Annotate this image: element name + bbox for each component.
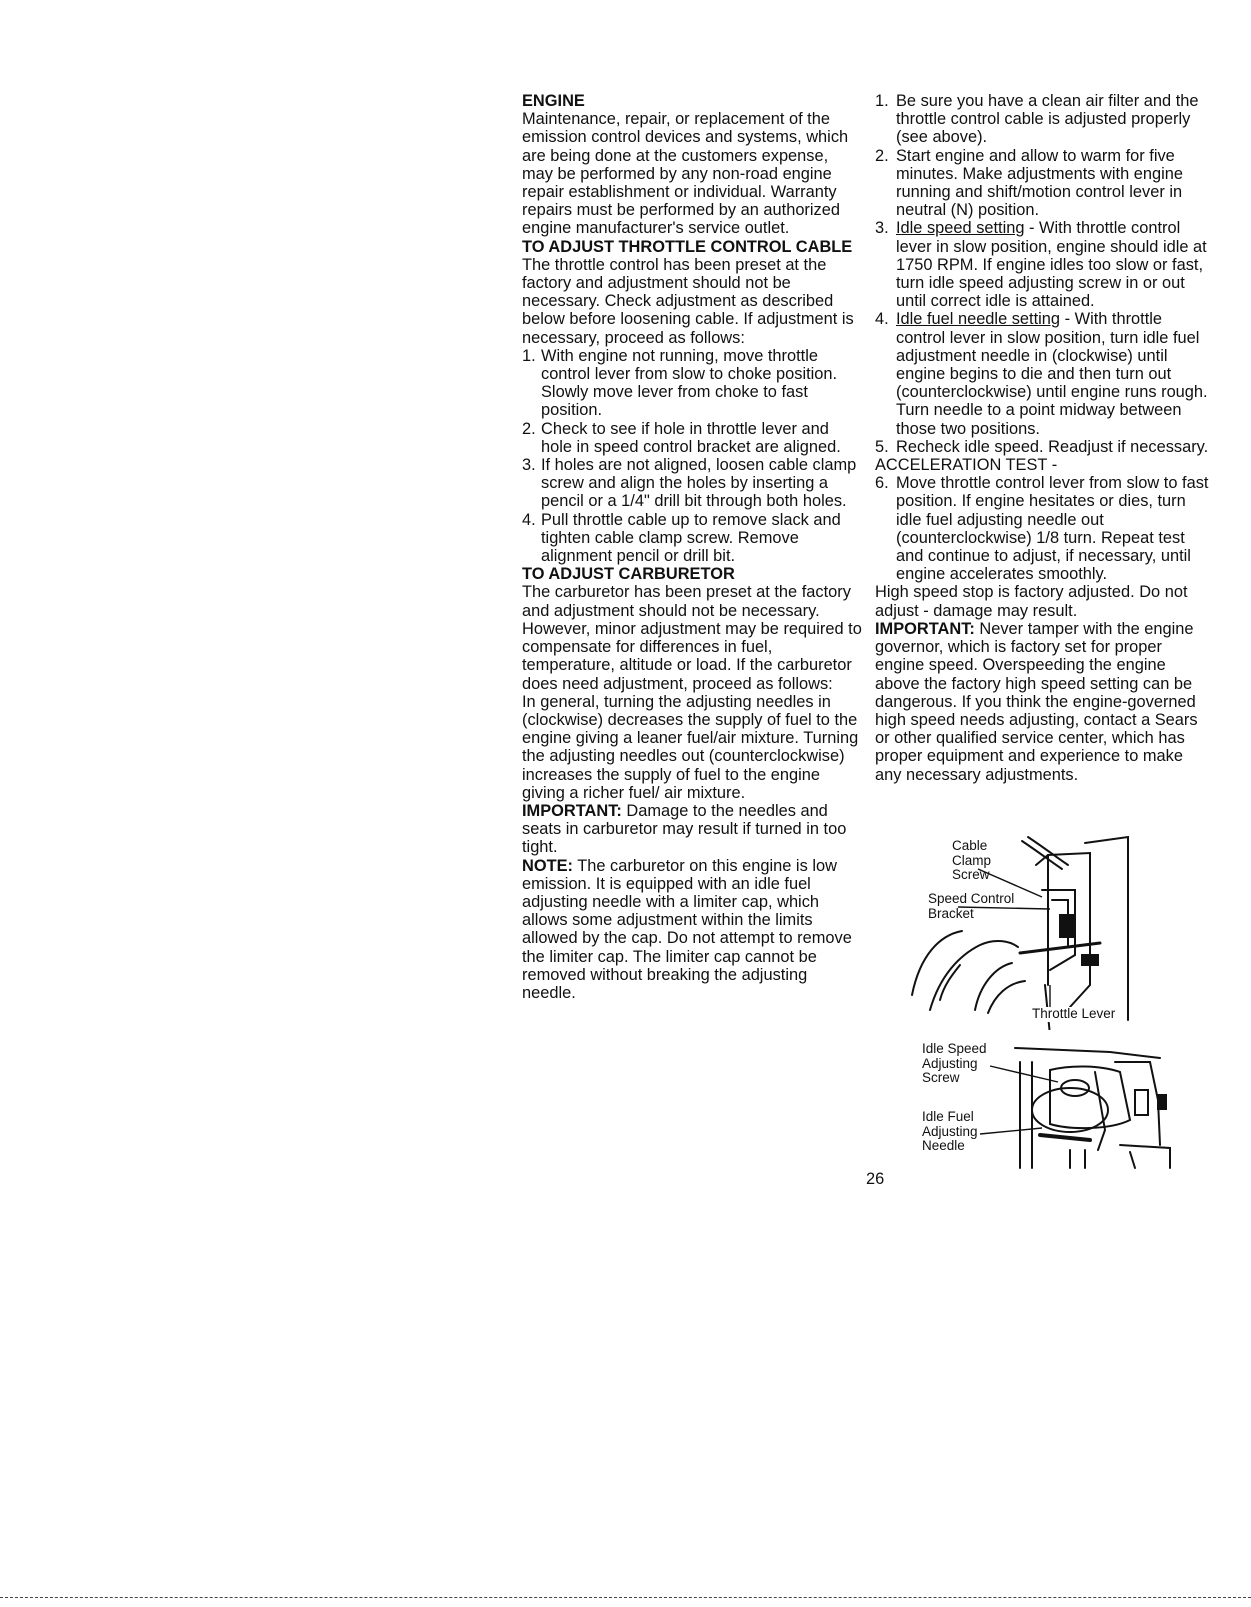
step-number: 4. bbox=[875, 310, 889, 329]
throttle-cable-figure bbox=[900, 835, 1150, 1030]
label-line: Bracket bbox=[928, 905, 974, 921]
step-text: If holes are not aligned, loosen cable clamp screw and align the holes by inserting a pencil or a 1/4" drill bit through both holes. bbox=[541, 456, 857, 511]
carburetor-heading: TO ADJUST CARBURETOR bbox=[522, 565, 735, 584]
step-text: Recheck idle speed. Readjust if necessary. bbox=[896, 437, 1209, 456]
speed-control-bracket-label bbox=[928, 892, 1014, 921]
idle-fuel-needle-label bbox=[922, 1110, 978, 1154]
important-label: IMPORTANT: bbox=[875, 619, 975, 638]
carburetor-general: In general, turning the adjusting needles in (clockwise) decreases the supply of fuel to the engine giving a leaner fuel/air mixture. Turning the adjusting needles out (counterclockwise) increases the supply of fuel to the engine giving a richer fuel/ air mixture. bbox=[522, 692, 859, 802]
list-item bbox=[522, 347, 862, 420]
step-number: 4. bbox=[522, 510, 536, 529]
acceleration-steps bbox=[875, 474, 1210, 583]
step-text: Move throttle control lever from slow to fast position. If engine hesitates or dies, turn idle fuel adjusting needle out (counterclockwise) 1/8 turn. Repeat test and continue to adjust, if necessary, until engine accelerates smoothly. bbox=[896, 474, 1209, 584]
step-body: - With throttle control lever in slow position, turn idle fuel adjustment needle in (clockwise) until engine begins to die and then turn out (counterclockwise) until engine runs rough. Turn needle to a point midway between those two positions. bbox=[896, 310, 1208, 438]
list-item bbox=[522, 456, 862, 511]
list-item bbox=[875, 474, 1210, 583]
important-text: Damage to the needles and seats in carburetor may result if turned in too tight. bbox=[522, 801, 847, 857]
label-line: Screw bbox=[952, 867, 990, 882]
list-item bbox=[875, 310, 1210, 437]
throttle-intro: The throttle control has been preset at the factory and adjustment should not be necessary. Check adjustment as described below before loosening cable. If adjustment is necessary, proceed as follows: bbox=[522, 255, 854, 347]
step-number: 1. bbox=[522, 346, 536, 365]
step-body: - With throttle control lever in slow position, engine should idle at 1750 RPM. If engine idles too slow or fast, turn idle speed adjusting screw in or out until correct idle is attained. bbox=[896, 219, 1207, 311]
label-line: Clamp bbox=[952, 852, 992, 868]
step-number: 2. bbox=[875, 146, 889, 165]
idle-speed-screw-label bbox=[922, 1042, 987, 1086]
step-number: 1. bbox=[875, 92, 889, 110]
important-label: IMPORTANT: bbox=[522, 801, 622, 820]
high-speed-note: High speed stop is factory adjusted. Do not adjust - damage may result. bbox=[875, 583, 1188, 620]
important-note-governor bbox=[875, 620, 1210, 784]
step-number: 3. bbox=[875, 219, 889, 238]
throttle-cable-heading: TO ADJUST THROTTLE CONTROL CABLE bbox=[522, 237, 853, 256]
note-text: The carburetor on this engine is low emission. It is equipped with an idle fuel adjusting needle with a limiter cap, which allows some adjustment within the limits allowed by the cap. Do not attempt to remove the limiter cap. The limiter cap cannot be removed without breaking the adjusting needle. bbox=[522, 856, 852, 1002]
list-item bbox=[522, 420, 862, 456]
right-column bbox=[875, 92, 1210, 784]
carburetor-intro: The carburetor has been preset at the factory and adjustment should not be necessary. However, minor adjustment may be required to compensate for differences in fuel, temperature, altitude or load. If the carburetor does need adjustment, proceed as follows: bbox=[522, 583, 862, 693]
label-line: Speed Control bbox=[928, 891, 1015, 906]
label-line: Adjusting bbox=[922, 1055, 978, 1071]
throttle-lever-label: Throttle Lever bbox=[1032, 1006, 1116, 1021]
idle-speed-setting-label: Idle speed setting bbox=[896, 219, 1025, 238]
step-number: 6. bbox=[875, 474, 889, 493]
step-text: Check to see if hole in throttle lever and hole in speed control bracket are aligned. bbox=[541, 419, 841, 456]
engine-heading: ENGINE bbox=[522, 92, 585, 110]
important-note-needles bbox=[522, 802, 862, 857]
step-number: 5. bbox=[875, 437, 889, 456]
label-line: Screw bbox=[922, 1070, 960, 1085]
page-number: 26 bbox=[866, 1170, 885, 1188]
important-text: Never tamper with the engine governor, which is factory set for proper engine speed. Overspeeding the engine above the factory high speed setting can be dangerous. If you think the engine-governed high speed needs adjusting, contact a Sears or other qualified service center, which has proper equipment and experience to make any necessary adjustments. bbox=[875, 619, 1198, 784]
list-item bbox=[875, 438, 1210, 456]
label-line: Adjusting bbox=[922, 1123, 978, 1139]
note-label: NOTE: bbox=[522, 856, 573, 875]
list-item bbox=[522, 511, 862, 566]
emission-note bbox=[522, 857, 862, 1003]
list-item bbox=[875, 147, 1210, 220]
step-text: Be sure you have a clean air filter and the throttle control cable is adjusted properly (see above). bbox=[896, 92, 1199, 147]
cable-clamp-screw-label bbox=[952, 839, 991, 883]
throttle-cable-illustration bbox=[900, 835, 1150, 1030]
step-text: Start engine and allow to warm for five minutes. Make adjustments with engine running and shift/motion control lever in neutral (N) position. bbox=[896, 146, 1183, 220]
step-text: Pull throttle cable up to remove slack and tighten cable clamp screw. Remove alignment pencil or drill bit. bbox=[541, 510, 841, 566]
label-line: Cable bbox=[952, 838, 988, 853]
step-number: 3. bbox=[522, 456, 536, 475]
throttle-steps bbox=[522, 347, 862, 565]
list-item bbox=[875, 219, 1210, 310]
label-line: Idle Speed bbox=[922, 1041, 987, 1056]
step-text bbox=[896, 219, 1210, 310]
step-number: 2. bbox=[522, 419, 536, 438]
step-text bbox=[896, 310, 1210, 437]
label-line: Needle bbox=[922, 1138, 965, 1153]
step-text: With engine not running, move throttle control lever from slow to choke position. Slowly move lever from choke to fast position. bbox=[541, 346, 838, 420]
carburetor-figure bbox=[920, 1040, 1190, 1170]
carburetor-steps bbox=[875, 92, 1210, 456]
engine-paragraph: Maintenance, repair, or replacement of the emission control devices and systems, which are being done at the customers expense, may be performed by any non-road engine repair establishment or individual. Warranty repairs must be performed by an authorized engine manufacturer's service outlet. bbox=[522, 110, 849, 238]
list-item bbox=[875, 92, 1210, 147]
label-line: Idle Fuel bbox=[922, 1109, 974, 1124]
acceleration-test-heading: ACCELERATION TEST - bbox=[875, 456, 1058, 475]
left-column bbox=[522, 92, 862, 1002]
idle-fuel-needle-setting-label: Idle fuel needle setting bbox=[896, 310, 1061, 329]
page-bottom-rule bbox=[0, 1597, 1251, 1598]
